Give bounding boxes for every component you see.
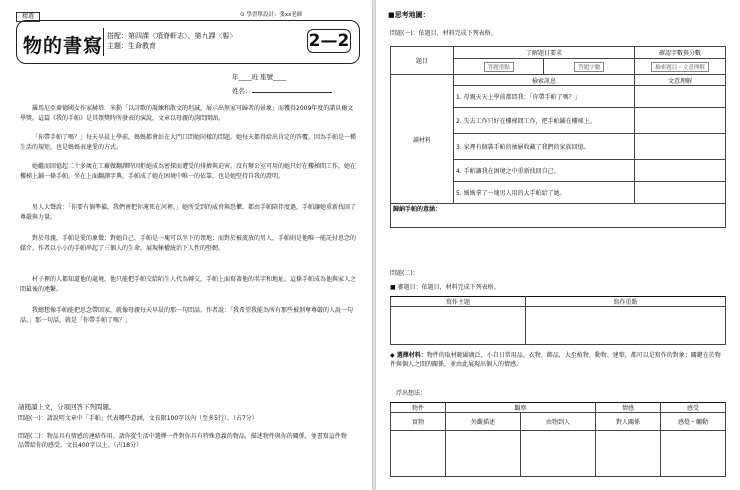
row-label-goal: 題目 (391, 47, 454, 75)
right-page (376, 0, 740, 490)
col-feeling: 感受 (661, 403, 726, 413)
header-line: ⊙ 學習單設計：張xx老師 (240, 12, 303, 18)
page-title: 物的書寫 (23, 35, 104, 57)
article-paragraph-5: 對於母親，手帕是愛的象徵；對她自己，手帕是一塊可以坐下的領地；而對於被流放的男人，手帕則是他唯一能託付思念的媒介。作者以小小的手帕串起了三個人的生命，展現極權統治下人性的堅韌。 (20, 235, 357, 252)
problem-2-heading: 問題(二)： (390, 270, 419, 277)
item-1: 1. 母親天天上學前都問我：「你帶手帕了嗎？」 (454, 86, 635, 108)
col-observe: 觀察 (446, 403, 596, 413)
question-2 (18, 432, 352, 450)
match-line-1: 搭配：第四課〈項脊軒志〉、第九課〈髻〉 (107, 32, 237, 40)
article-paragraph-1: 羅馬尼亞裔德國女作家赫塔．米勒「以詩歌的凝練和散文的坦誠，展示出無家可歸者的景象」而獲得2009年度的諾貝爾文學獎。這篇《我的手帕》是其領獎時所發表的演說，文章以母親的詢問開頭。 (20, 105, 354, 122)
name-blank[interactable] (252, 86, 332, 93)
match-line-2: 主題：生命教育 (107, 42, 156, 50)
student-name-line (232, 86, 332, 95)
outline-answer-observe-2[interactable] (521, 431, 596, 477)
item-3: 3. 家裡有個裝手帕的抽屜收藏了我們的家族回憶。 (454, 134, 635, 160)
col-comprehension: 文意理解 (635, 75, 726, 86)
item-2-answer[interactable] (635, 108, 726, 134)
writing-focus-answer[interactable] (526, 307, 726, 345)
seal-label: 精選 (16, 12, 40, 22)
goal-cell-c[interactable] (635, 59, 726, 75)
col-object: 物件 (391, 403, 446, 413)
title-box (16, 20, 360, 64)
answer-summary-label: 歸納手帕的意涵： (393, 206, 442, 213)
outline-answer-observe-1[interactable] (446, 431, 521, 477)
question-2-text: 物品具有情感的連結作用。請你從生活中選擇一件對你具有特殊意義的物品，描述物件與你的關係，並書寫這件物品帶給你的感受，文長400字以上。（占18分） (18, 433, 347, 449)
outline-answer-object[interactable] (391, 431, 446, 477)
outline-label: 浮出想法： (396, 390, 427, 397)
article-paragraph-6: 村子裡的人都知道他的處境，他只能把手帕交給陌生人代為轉交，手帕上面寫著他的名字和地址。這條手帕成為他與家人之間最後的連繫。 (20, 276, 357, 293)
item-5: 5. 媽媽拿了一塊男人用的大手帕給了她。 (454, 182, 635, 204)
outline-emotion: 對人關係 (596, 413, 661, 431)
problem-1-heading: 問題(一)：依題目，材料完成下列表格。 (390, 30, 497, 37)
goal-field-c[interactable]: 檢索題目・文意理解 (651, 62, 709, 72)
item-4-answer[interactable] (635, 160, 726, 182)
col-writing-theme: 寫作主題 (391, 297, 526, 307)
article-paragraph-2: 「你帶手帕了嗎？」每天早晨上學前，媽媽都會站在大門口問她同樣的問題。她每天都得給出肯定的答覆，因為手帕是一種生活的規矩，也是媽媽表達愛的方式。 (20, 134, 357, 151)
col-emotion: 情感 (596, 403, 661, 413)
col-understand: 了解題目要求 (454, 47, 635, 59)
item-4: 4. 手帕讓我在困境之中重新找回自己。 (454, 160, 635, 182)
outline-observe-2: 由物到人 (521, 413, 596, 431)
question-intro: 請閱讀上文，分項回答下列問題。 (18, 403, 116, 411)
choose-material (390, 352, 726, 369)
outline-answer-emotion[interactable] (596, 431, 661, 477)
question-1-text: 請說明文章中「手帕」代表哪些意涵，文長限100字以內（至多5行）。（占7分） (46, 415, 258, 422)
answer-summary-cell[interactable] (391, 204, 726, 228)
outline-feeling: 感覺・觸動 (661, 413, 726, 431)
item-1-answer[interactable] (635, 86, 726, 108)
name-label: 姓名： (232, 87, 252, 95)
table-problem-2 (390, 296, 726, 345)
title-divider (103, 28, 104, 56)
article-paragraph-4: 男人大聲說：「你要有個準備，我們會把你淹死在河裡。」她所受到的威脅與恐懼，都由手帕陪伴度過，手帕讓她重新找回了尊嚴與力量。 (20, 204, 357, 221)
item-5-answer[interactable] (635, 182, 726, 204)
goal-cell-b[interactable] (544, 59, 635, 75)
goal-cell-a[interactable] (454, 59, 544, 75)
goal-field-b[interactable]: 答題字數 (574, 62, 604, 72)
row-label-material: 讀材料 (391, 75, 454, 204)
writing-theme-answer[interactable] (391, 307, 526, 345)
col-search: 檢索訊息 (454, 75, 635, 86)
question-2-label: 問題(二)： (18, 433, 47, 440)
goal-field-a[interactable]: 答題重點 (484, 62, 514, 72)
table-outline (390, 402, 726, 477)
col-writing-focus: 寫作重點 (526, 297, 726, 307)
unit-badge: 2—2 (308, 31, 350, 51)
problem-2-sub: ■ 審題目：依題目，材料完成下列表格。 (390, 284, 500, 291)
table-problem-1 (390, 46, 726, 228)
outline-observe-1: 外觀描述 (446, 413, 521, 431)
item-2: 2. 失去工作只好在樓梯間工作，把手帕鋪在樓梯上。 (454, 108, 635, 134)
class-seat-line: 年____班 座號____ (232, 73, 287, 81)
article-paragraph-3: 她繼而回憶起二十多歲在工廠做翻譯時因拒絕成為密探而遭受的排擠與迫害。沒有辦公室可用的她只好在樓梯間工作，她在樓梯上鋪一條手帕，坐在上面翻譯字典。手帕成了她在困境中唯一的依靠，也是她堅持自我的證明。 (20, 163, 357, 180)
question-1-label: 問題(一)： (18, 415, 47, 422)
thinking-map-title: ■思考地圖： (388, 11, 430, 19)
question-1 (18, 414, 352, 423)
match-info (107, 31, 237, 51)
outline-object: 實物 (391, 413, 446, 431)
choose-material-text: 物件的取材範圍廣泛，小自日常用品、衣物、飾品，大至植物、動物、建築，都可以是寫作的對象；關鍵在於物件與個人之間的關係，並由此展現出個人的情感。 (390, 352, 721, 368)
choose-material-label: ◆ 選擇材料： (390, 352, 427, 359)
outline-answer-feeling[interactable] (661, 431, 726, 477)
col-confirm: 確認字數與分數 (635, 47, 726, 59)
article-paragraph-7: 我總想像手帕能把思念帶回家，就像母親每天早晨的那一句問話。作者說：「我希望我能為所有那些被剝奪尊嚴的人說一句話。」那一句話，就是「你帶手帕了嗎？」 (20, 307, 354, 324)
item-3-answer[interactable] (635, 134, 726, 160)
